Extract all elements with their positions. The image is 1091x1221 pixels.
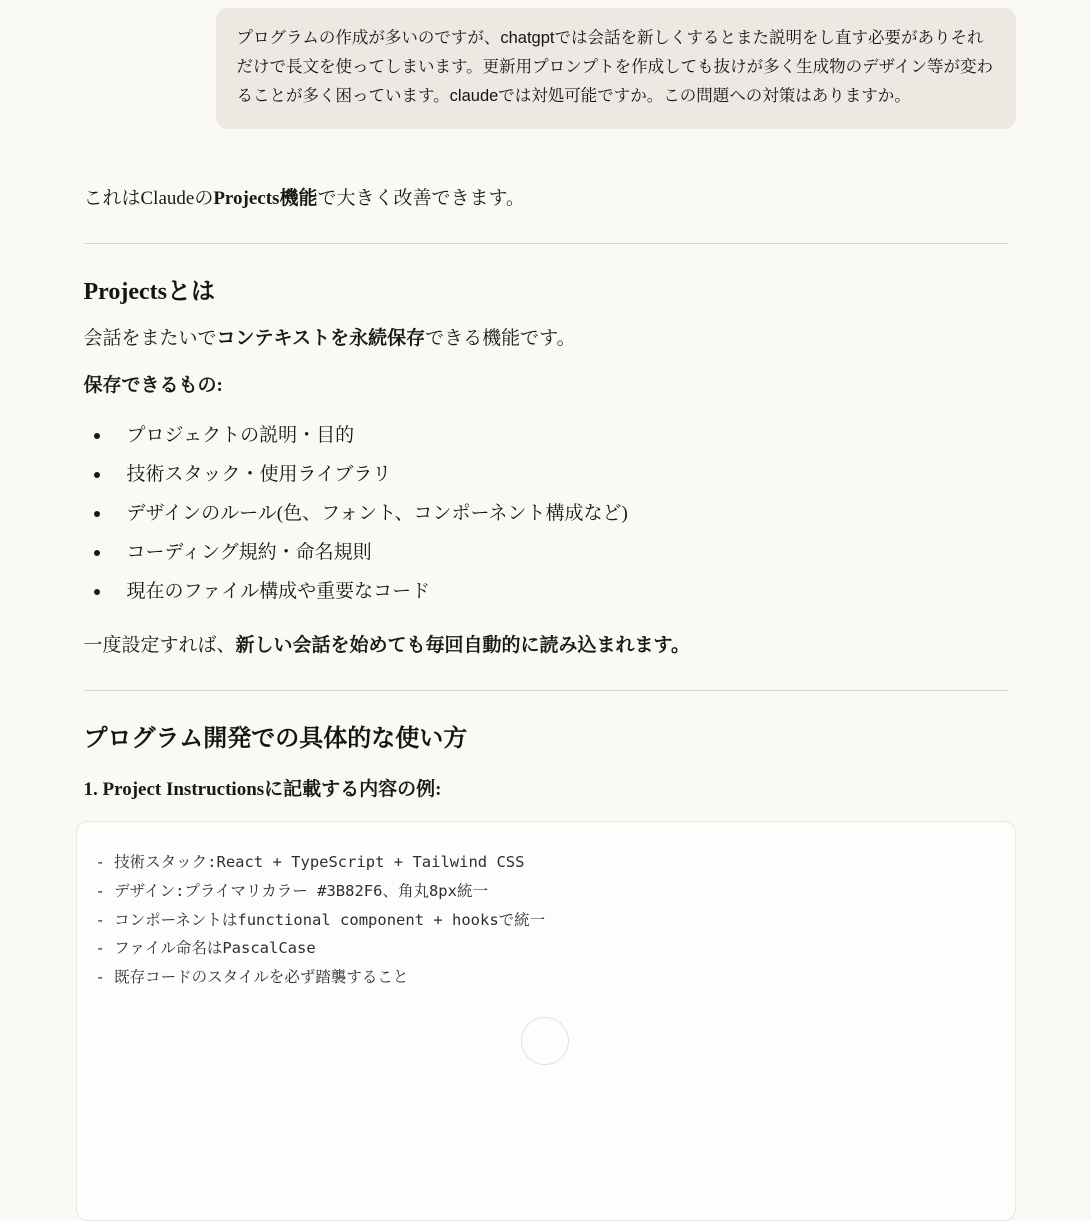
desc-text-end: できる機能です。 xyxy=(425,328,576,349)
list-item: 技術スタック・使用ライブラリ xyxy=(84,461,1008,489)
section-divider xyxy=(84,690,1008,691)
code-line: - 技術スタック:React + TypeScript + Tailwind CSS xyxy=(95,853,525,871)
desc-bold-text: コンテキストを永続保存 xyxy=(216,328,426,349)
saved-items-list xyxy=(84,422,1008,606)
desc-text: 会話をまたいで xyxy=(83,328,217,349)
scroll-to-bottom-button[interactable] xyxy=(521,1017,569,1065)
outro-paragraph xyxy=(84,632,1008,660)
assistant-response xyxy=(76,185,1016,804)
usage-heading: プログラム開発での具体的な使い方 xyxy=(83,726,468,752)
list-item: プロジェクトの説明・目的 xyxy=(84,422,1008,450)
list-item: コーディング規約・命名規則 xyxy=(84,539,1008,567)
intro-text-end: で大きく改善できます。 xyxy=(317,188,525,209)
code-line: - コンポーネントはfunctional component + hooksで統一 xyxy=(95,910,546,929)
code-line: - 既存コードのスタイルを必ず踏襲すること xyxy=(95,968,409,987)
list-item: デザインのルール(色、フォント、コンポーネント構成など) xyxy=(84,500,1008,528)
outro-text: 一度設定すれば、 xyxy=(83,635,236,656)
intro-paragraph xyxy=(84,185,1008,213)
code-line: - デザイン:プライマリカラー #3B82F6、角丸8px統一 xyxy=(95,881,488,900)
user-message-text: プログラムの作成が多いのですが、chatgptでは会話を新しくするとまた説明をし直す必要がありそれだけで長文を使ってしまいます。更新用プロンプトを作成しても抜けが多く生成物のデザイン等が変わることが多く困っています。claudeでは対処可能ですか。この問題への対策はありますか。 xyxy=(236,29,994,105)
outro-bold-text: 新しい会話を始めても毎回自動的に読み込まれます。 xyxy=(235,635,690,656)
saved-items-list-title: 保存できるもの: xyxy=(83,375,223,396)
instructions-example-title: 1. Project Instructionsに記載する内容の例: xyxy=(83,779,442,800)
intro-bold-text: Projects機能 xyxy=(213,188,318,209)
projects-description xyxy=(84,325,1008,353)
code-line: - ファイル命名はPascalCase xyxy=(95,939,316,958)
projects-heading: Projectsとは xyxy=(83,279,216,305)
section-divider xyxy=(84,243,1008,244)
intro-text: これはClaudeの xyxy=(83,188,214,209)
user-message-bubble xyxy=(216,8,1016,129)
list-item: 現在のファイル構成や重要なコード xyxy=(84,578,1008,606)
